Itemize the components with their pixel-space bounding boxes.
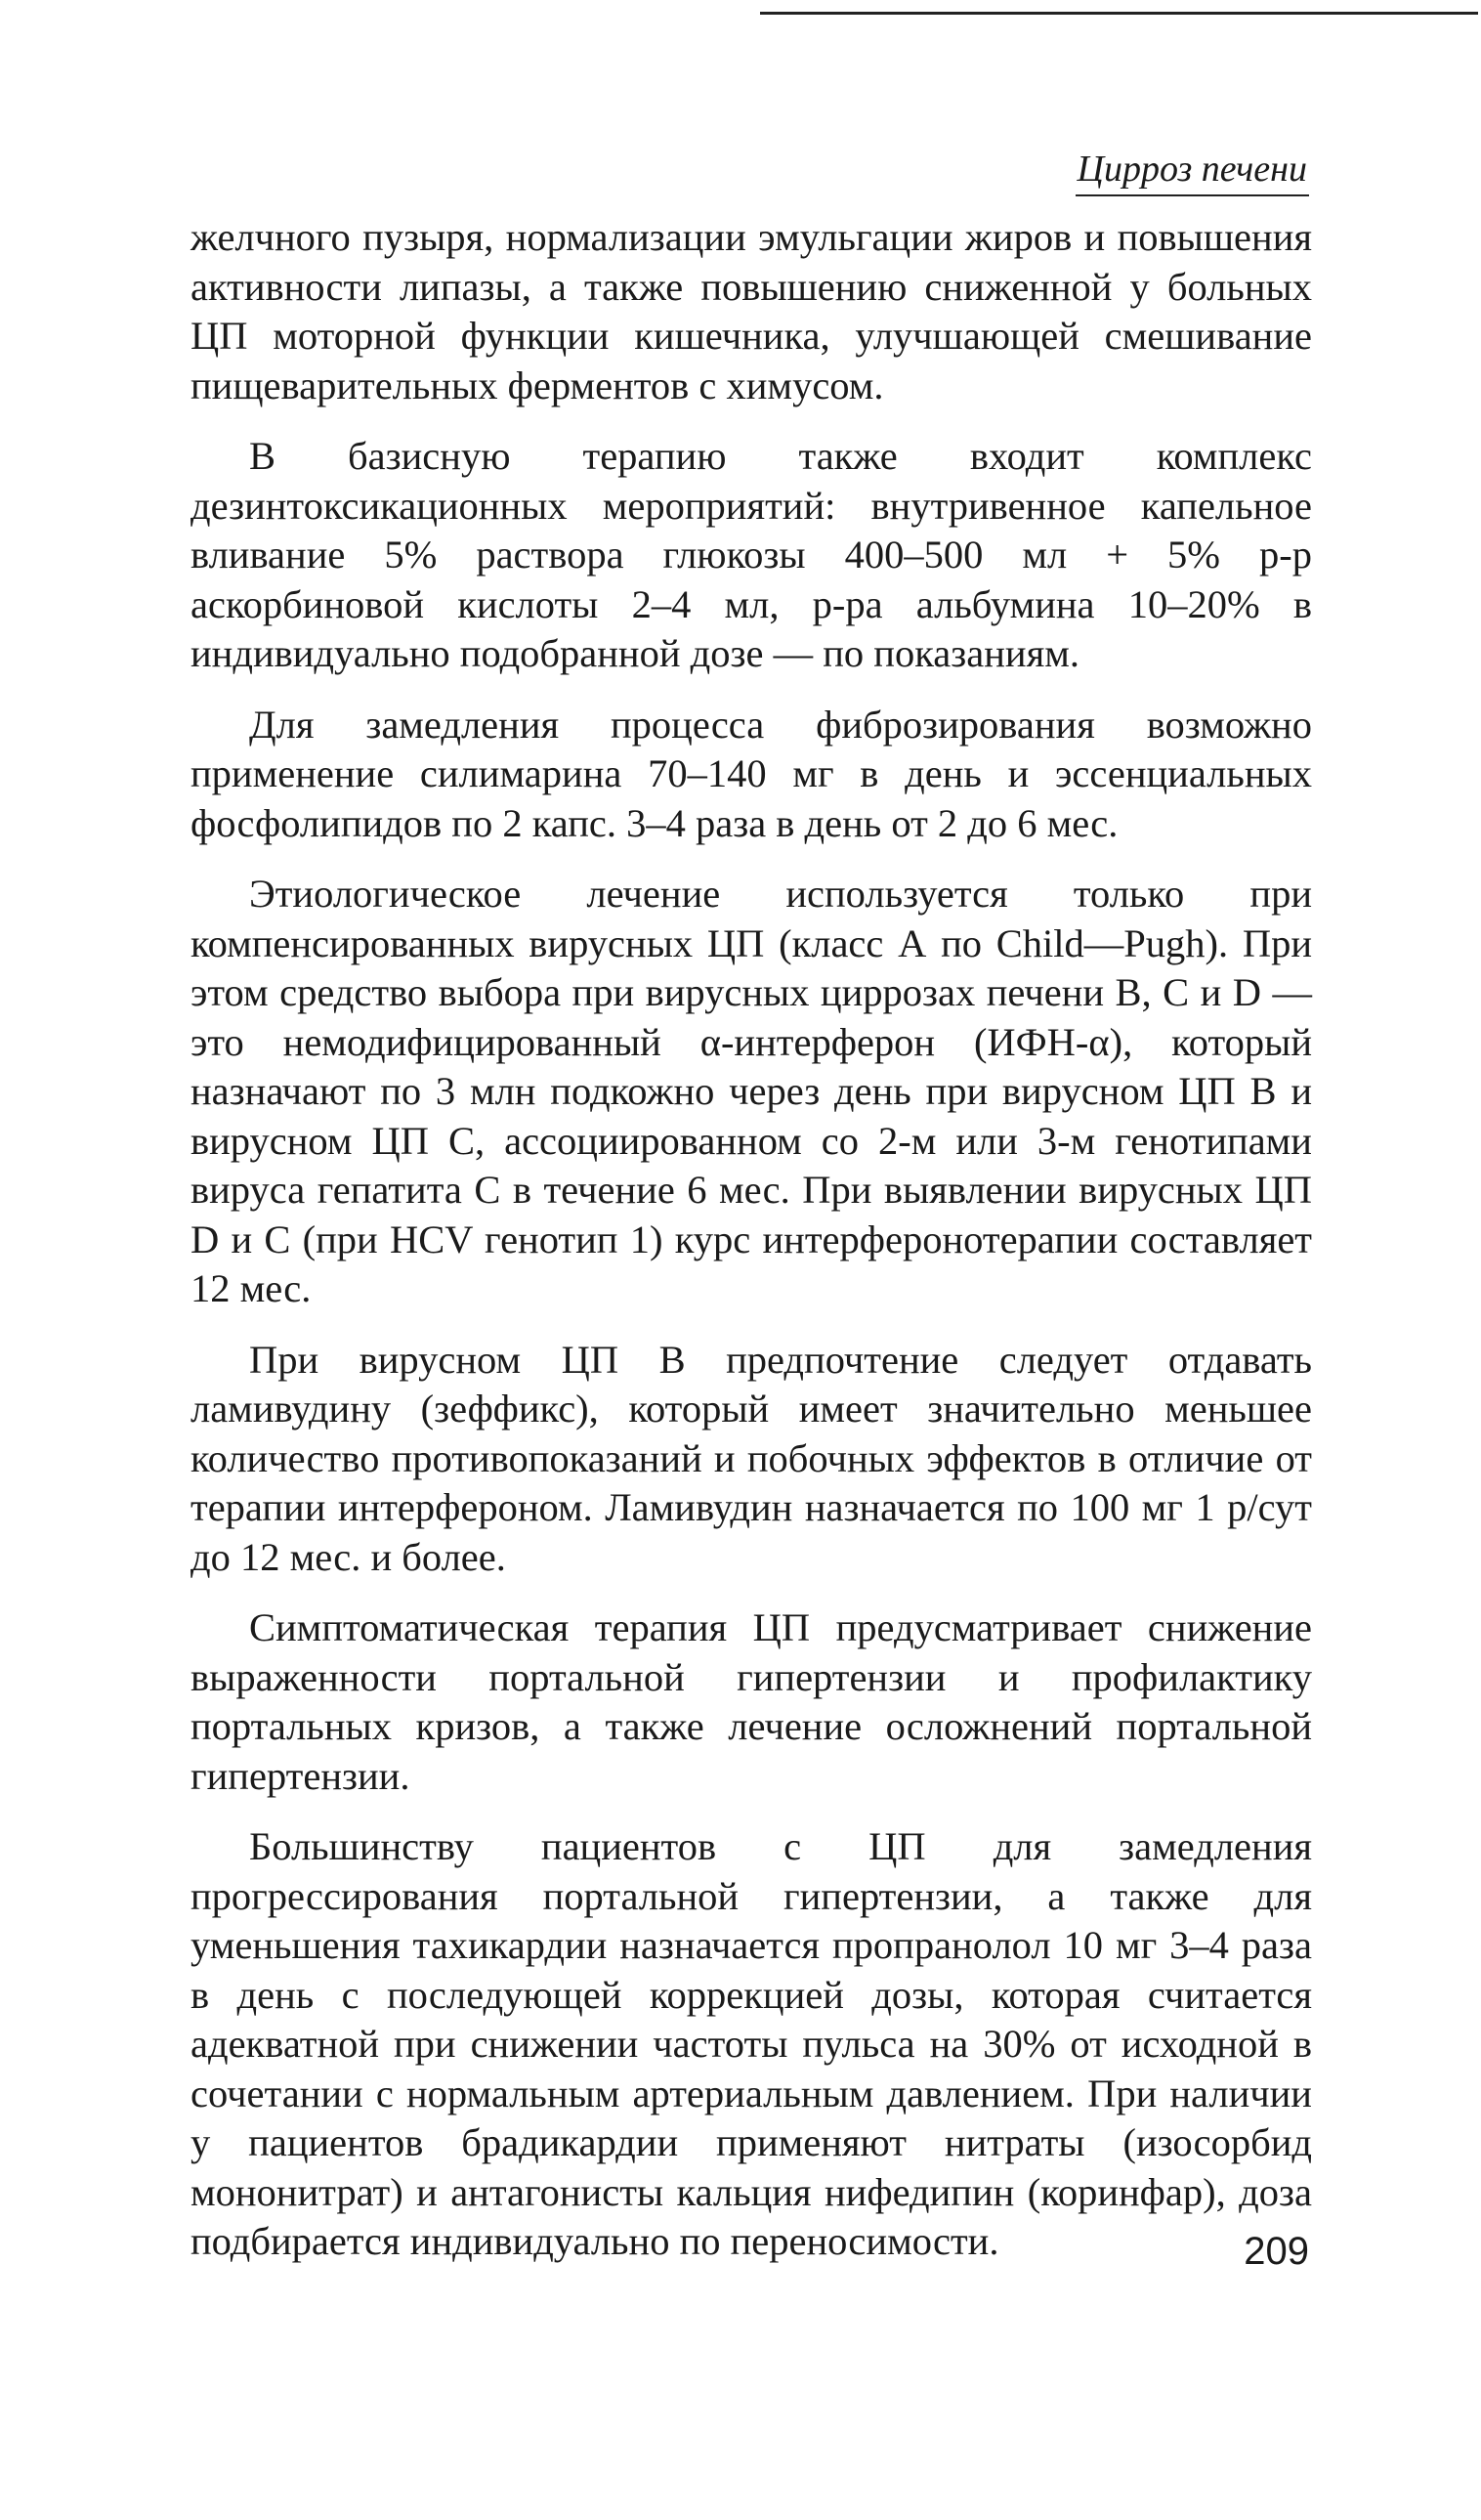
paragraph-5: При вирусном ЦП В предпочтение следует отдавать ламивудину (зеффикс), который имеет значительно меньшее количество противопоказаний и побочных эффектов в отличие от терапии интерфероном. Ламивудин назначается по 100 мг 1 р/сут до 12 мес. и более. xyxy=(190,1337,1312,1579)
body-text xyxy=(190,213,1312,2288)
paragraph-6: Симптоматическая терапия ЦП предусматривает снижение выраженности портальной гипертензии и профилактику портальных кризов, а также лечение осложнений портальной гипертензии. xyxy=(190,1605,1312,1798)
page-number: 209 xyxy=(1244,2230,1309,2273)
paragraph-1: желчного пузыря, нормализации эмульгации жиров и повышения активности липазы, а также повышению сниженной у больных ЦП моторной функции кишечника, улучшающей смешивание пищеварительных ферментов с химусом. xyxy=(190,215,1312,407)
paragraph-3: Для замедления процесса фиброзирования возможно применение силимарина 70–140 мг в день и эссенциальных фосфолипидов по 2 капс. 3–4 раза в день от 2 до 6 мес. xyxy=(190,702,1312,845)
paragraph-7: Большинству пациентов с ЦП для замедления прогрессирования портальной гипертензии, а также для уменьшения тахикардии назначается пропранолол 10 мг 3–4 раза в день с последующей коррекцией дозы, которая считается адекватной при снижении частоты пульса на 30% от исходной в сочетании с нормальным артериальным давлением. При наличии у пациентов брадикардии применяют нитраты (изосорбид мононитрат) и антагонисты кальция нифедипин (коринфар), доза подбирается индивидуально по переносимости. xyxy=(190,1824,1312,2263)
running-head: Цирроз печени xyxy=(1076,147,1309,196)
top-rule xyxy=(760,12,1478,15)
paragraph-4: Этиологическое лечение используется только при компенсированных вирусных ЦП (класс А по Child—Pugh). При этом средство выбора при вирусных циррозах печени В, С и D — это немодифицированный α-интерферон (ИФН-α), который назначают по 3 млн подкожно через день при вирусном ЦП В и вирусном ЦП С, ассоциированном со 2-м или 3-м генотипами вируса гепатита С в течение 6 мес. При выявлении вирусных ЦП D и С (при HCV генотип 1) курс интерферонотерапии составляет 12 мес. xyxy=(190,872,1312,1310)
paragraph-2: В базисную терапию также входит комплекс дезинтоксикационных мероприятий: внутривенное капельное вливание 5% раствора глюкозы 400–500 мл + 5% р-р аскорбиновой кислоты 2–4 мл, р-ра альбумина 10–20% в индивидуально подобранной дозе — по показаниям. xyxy=(190,434,1312,675)
